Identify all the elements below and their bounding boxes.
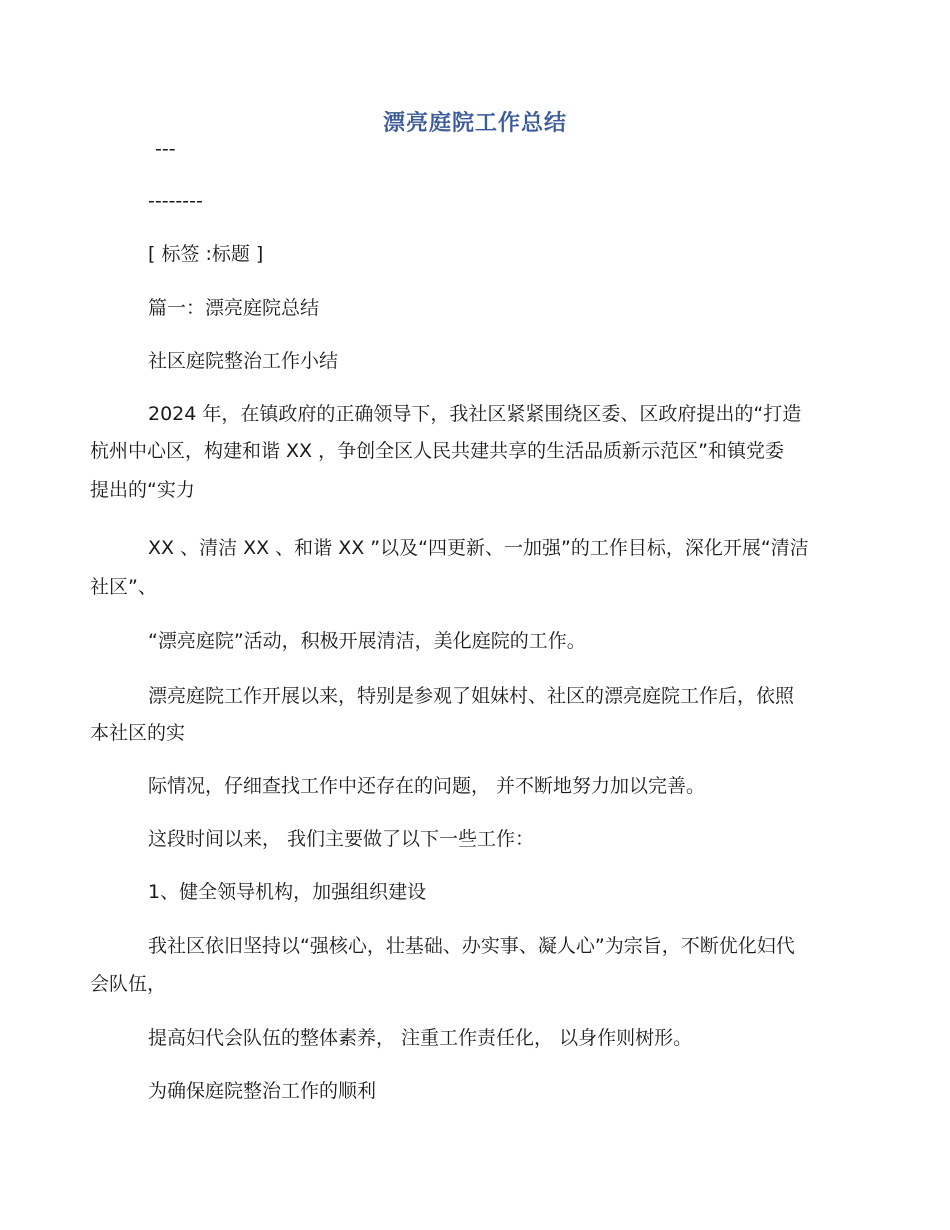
paragraph-line: 漂亮庭院工作开展以来，特别是参观了姐妹村、社区的漂亮庭院工作后，依照	[148, 685, 795, 707]
subheading: 社区庭院整治工作小结	[148, 350, 339, 372]
paragraph-line: 杭州中心区，构建和谐 XX ，争创全区人民共建共享的生活品质新示范区”和镇党委	[90, 440, 784, 462]
paragraph-line: 为确保庭院整治工作的顺利	[148, 1080, 377, 1102]
paragraph-line: 提出的“实力	[90, 479, 195, 501]
paragraph-line: 提高妇代会队伍的整体素养， 注重工作责任化， 以身作则树形。	[148, 1027, 693, 1049]
paragraph-line: 1、健全领导机构，加强组织建设	[148, 881, 427, 903]
separator-short: ---	[155, 138, 176, 160]
paragraph-line: “漂亮庭院”活动，积极开展清洁，美化庭院的工作。	[148, 630, 586, 652]
section-heading: 篇一：漂亮庭院总结	[148, 297, 320, 319]
paragraph-line: XX 、清洁 XX 、和谐 XX ”以及“四更新、一加强”的工作目标，深化开展“清洁	[148, 537, 809, 559]
paragraph-line: 2024 年，在镇政府的正确领导下，我社区紧紧围绕区委、区政府提出的“打造	[148, 403, 802, 425]
paragraph-line: 我社区依旧坚持以“强核心，壮基础、办实事、凝人心”为宗旨，不断优化妇代	[148, 935, 795, 957]
separator-long: --------	[148, 190, 203, 212]
paragraph-line: 这段时间以来， 我们主要做了以下一些工作：	[148, 828, 535, 850]
paragraph-line: 会队伍，	[90, 973, 167, 995]
paragraph-line: 际情况，仔细查找工作中还存在的问题， 并不断地努力加以完善。	[148, 775, 706, 797]
paragraph-line: 社区”、	[90, 576, 157, 598]
document-title: 漂亮庭院工作总结	[382, 111, 567, 136]
paragraph-line: 本社区的实	[90, 722, 186, 744]
tag-line: [ 标签 :标题 ]	[148, 243, 264, 265]
